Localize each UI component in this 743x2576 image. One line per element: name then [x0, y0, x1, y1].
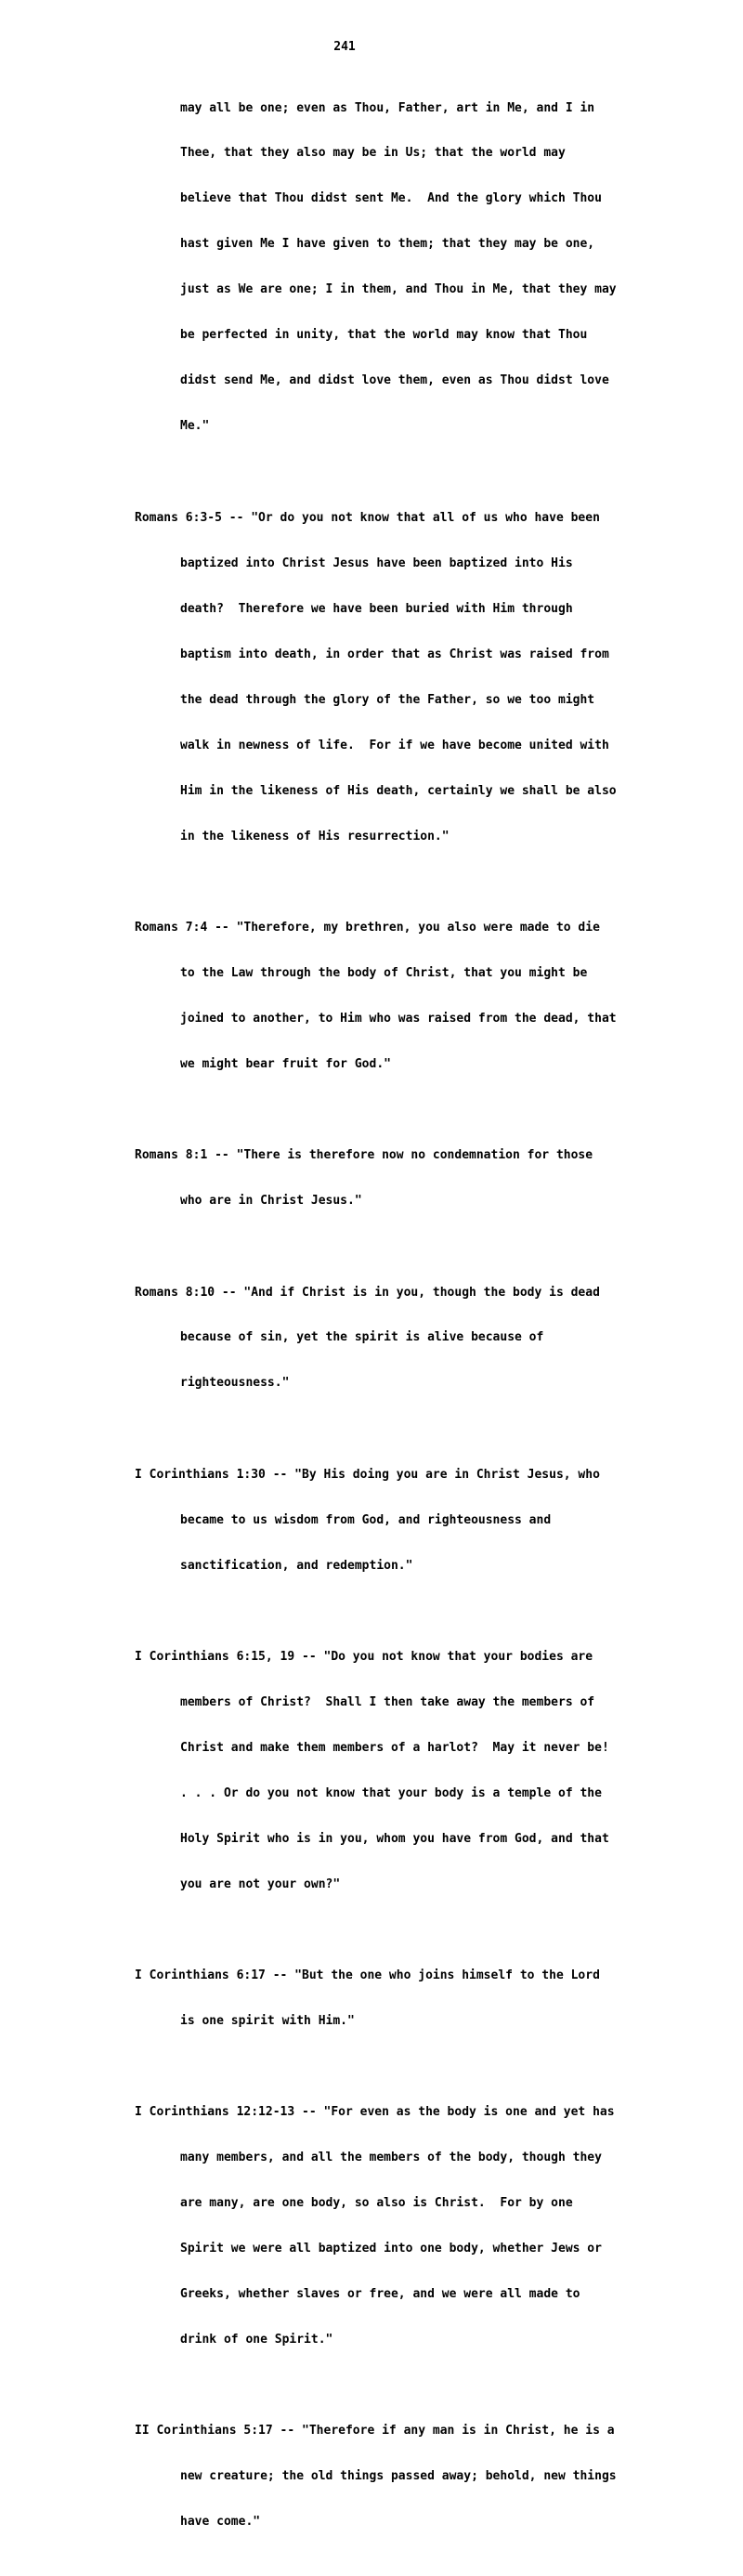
text-line: sanctification, and redemption."	[180, 1558, 413, 1573]
continued-quotation	[135, 71, 655, 464]
entry-first-line: I Corinthians 1:30 -- "By His doing you are in Christ Jesus, who	[135, 1467, 600, 1482]
text-line: is one spirit with Him."	[180, 2013, 355, 2028]
page-number: 241	[333, 40, 356, 54]
text-line: are many, are one body, so also is Christ. For by one	[180, 2196, 573, 2211]
entry-first-line: I Corinthians 12:12-13 -- "For even as the body is one and yet has	[135, 2105, 615, 2120]
scripture-entry-1-corinthians-6-15	[135, 1620, 655, 1923]
scripture-entry-romans-8-10	[135, 1255, 655, 1421]
scripture-entry-1-corinthians-12-12	[135, 2075, 655, 2378]
text-line: believe that Thou didst sent Me. And the glory which Thou	[180, 191, 602, 206]
text-line: just as We are one; I in them, and Thou in Me, that they may	[180, 282, 617, 297]
text-line: may all be one; even as Thou, Father, art in Me, and I in	[180, 100, 595, 115]
text-line: many members, and all the members of the body, though they	[180, 2151, 602, 2165]
text-line: baptized into Christ Jesus have been baptized into His	[180, 556, 573, 571]
text-line: drink of one Spirit."	[180, 2332, 333, 2347]
text-line: new creature; the old things passed away; behold, new things	[180, 2469, 617, 2484]
text-line: Holy Spirit who is in you, whom you have from God, and that	[180, 1831, 609, 1846]
text-line: members of Christ? Shall I then take away the members of	[180, 1694, 595, 1709]
text-line: Christ and make them members of a harlot? May it never be!	[180, 1740, 609, 1755]
text-line: Him in the likeness of His death, certainly we shall be also	[180, 783, 617, 798]
text-line: righteousness."	[180, 1376, 290, 1391]
scripture-entry-romans-7-4	[135, 890, 655, 1102]
entry-first-line: Romans 6:3-5 -- "Or do you not know that all of us who have been	[135, 511, 600, 526]
entry-first-line: I Corinthians 6:17 -- "But the one who joins himself to the Lord	[135, 1968, 600, 1983]
text-line: who are in Christ Jesus."	[180, 1194, 362, 1209]
entry-first-line: Romans 8:1 -- "There is therefore now no condemnation for those	[135, 1148, 593, 1163]
text-line: Me."	[180, 418, 210, 433]
text-line: Thee, that they also may be in Us; that the world may	[180, 146, 566, 161]
text-line: didst send Me, and didst love them, even as Thou didst love	[180, 373, 609, 387]
text-line: became to us wisdom from God, and righteousness and	[180, 1512, 552, 1527]
text-line: in the likeness of His resurrection."	[180, 829, 450, 843]
text-line: you are not your own?"	[180, 1876, 341, 1891]
scripture-entry-romans-6-3	[135, 481, 655, 875]
entry-first-line: II Corinthians 5:17 -- "Therefore if any man is in Christ, he is a	[135, 2424, 615, 2439]
text-line: walk in newness of life. For if we have become united with	[180, 738, 609, 752]
scripture-entry-romans-8-1	[135, 1118, 655, 1239]
text-line: to the Law through the body of Christ, that you might be	[180, 965, 588, 980]
scripture-entry-2-corinthians-5-17	[135, 2394, 655, 2560]
text-line: death? Therefore we have been buried with Him through	[180, 602, 573, 617]
entry-first-line: I Corinthians 6:15, 19 -- "Do you not know that your bodies are	[135, 1650, 593, 1665]
scripture-entry-1-corinthians-1-30	[135, 1437, 655, 1603]
scripture-entry-1-corinthians-6-17	[135, 1938, 655, 2059]
text-line: be perfected in unity, that the world may know that Thou	[180, 328, 588, 343]
text-line: hast given Me I have given to them; that they may be one,	[180, 237, 595, 252]
text-line: have come."	[180, 2515, 261, 2530]
text-line: we might bear fruit for God."	[180, 1056, 391, 1071]
text-line: . . . Or do you not know that your body is a temple of the	[180, 1785, 602, 1800]
text-line: because of sin, yet the spirit is alive because of	[180, 1330, 544, 1345]
text-line: baptism into death, in order that as Christ was raised from	[180, 647, 609, 661]
page-body	[135, 71, 655, 2576]
text-line: Greeks, whether slaves or free, and we were all made to	[180, 2286, 580, 2301]
text-line: the dead through the glory of the Father, so we too might	[180, 692, 595, 707]
entry-first-line: Romans 8:10 -- "And if Christ is in you, though the body is dead	[135, 1285, 600, 1300]
text-line: Spirit we were all baptized into one body, whether Jews or	[180, 2242, 602, 2256]
text-line: joined to another, to Him who was raised from the dead, that	[180, 1011, 617, 1026]
entry-first-line: Romans 7:4 -- "Therefore, my brethren, you also were made to die	[135, 921, 600, 935]
